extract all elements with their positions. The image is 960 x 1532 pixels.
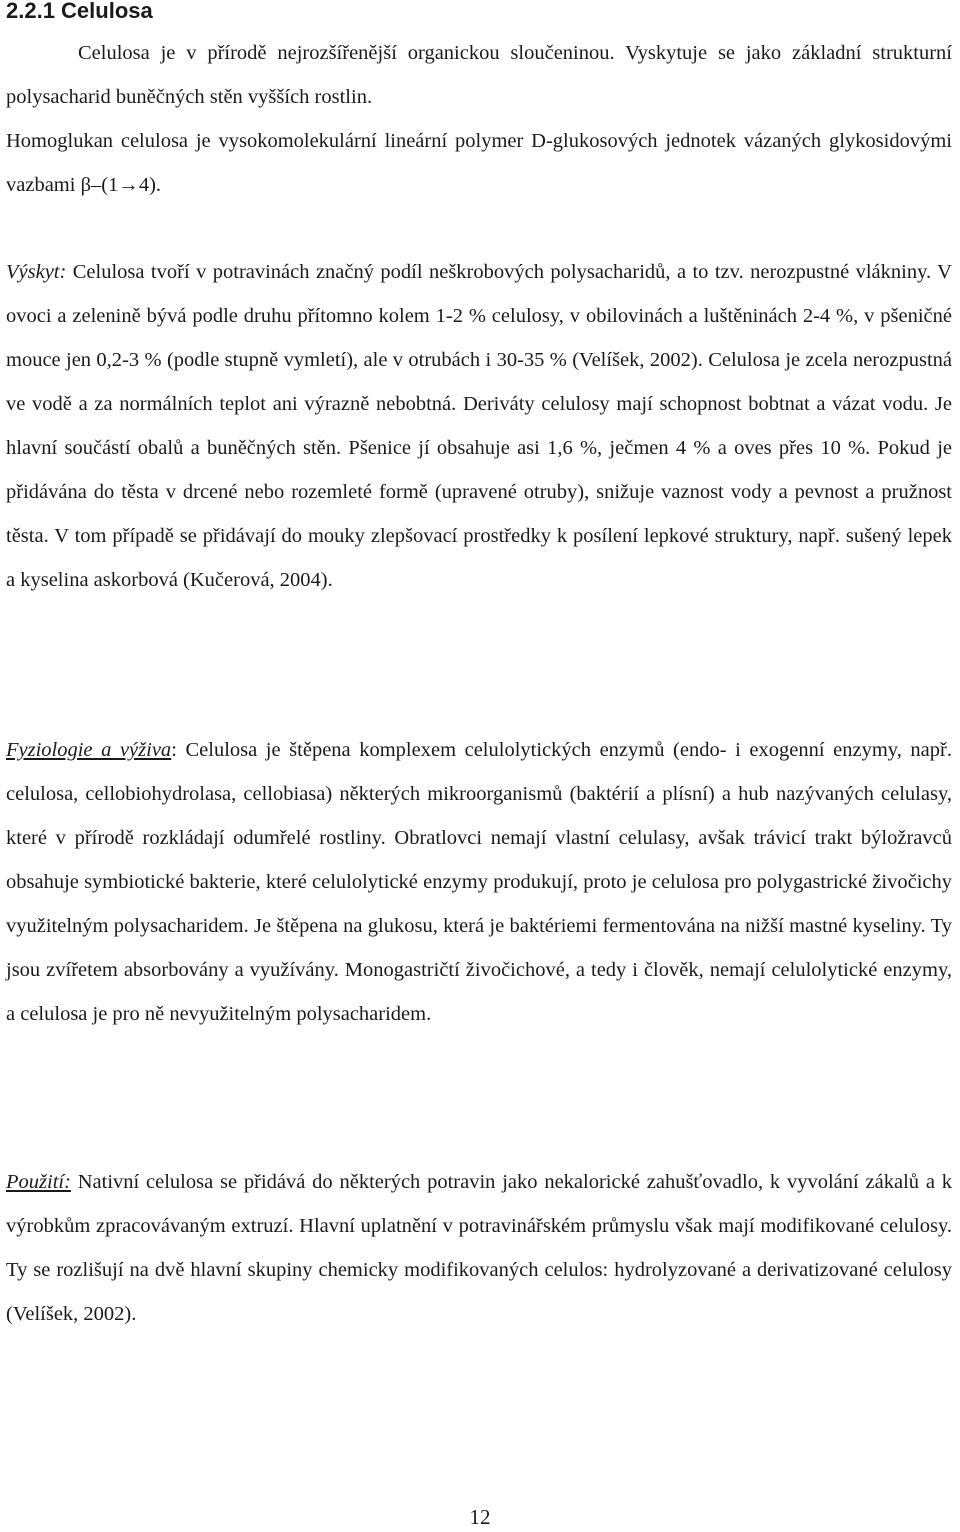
paragraph-text: Celulosa je v přírodě nejrozšířenější organickou sloučeninou. Vyskytuje se jako základní strukturní polysacharid buněčných stěn vyšších rostlin. bbox=[6, 42, 952, 108]
section-heading: 2.2.1 Celulosa bbox=[6, 0, 153, 23]
paragraph-intro bbox=[6, 31, 952, 119]
paragraph-homoglukan bbox=[6, 119, 952, 207]
paragraph-vyskyt bbox=[6, 250, 952, 602]
paragraph-lead-vyskyt: Výskyt: bbox=[6, 261, 67, 283]
page-number: 12 bbox=[469, 1505, 491, 1529]
paragraph-lead-fyziologie: Fyziologie a výživa bbox=[6, 739, 172, 761]
paragraph-text: Homoglukan celulosa je vysokomolekulární lineární polymer D-glukosových jednotek vázaných glykosidovými vazbami β–(1→4). bbox=[6, 130, 952, 196]
paragraph-text: Celulosa tvoří v potravinách značný podíl neškrobových polysacharidů, a to tzv. nerozpustné vlákniny. V ovoci a zelenině bývá podle druhu přítomno kolem 1-2 % celulosy, v obilovinách a luštěninách 2-4 %, v pšeničné mouce jen 0,2-3 % (podle stupně vymletí), ale v otrubách i 30-35 % (Velíšek, 2002). Celulosa je zcela nerozpustná ve vodě a za normálních teplot ani výrazně nebobtná. Deriváty celulosy mají schopnost bobtnat a vázat vodu. Je hlavní součástí obalů a buněčných stěn. Pšenice jí obsahuje asi 1,6 %, ječmen 4 % a oves přes 10 %. Pokud je přidávána do těsta v drcené nebo rozemleté formě (upravené otruby), snižuje vaznost vody a pevnost a pružnost těsta. V tom případě se přidávají do mouky zlepšovací prostředky k posílení lepkové struktury, např. sušený lepek a kyselina askorbová (Kučerová, 2004). bbox=[6, 261, 952, 591]
paragraph-text: Nativní celulosa se přidává do některých potravin jako nekalorické zahušťovadlo, k vyvolání zákalů a k výrobkům zpracovávaným extruzí. Hlavní uplatnění v potravinářském průmyslu však mají modifikované celulosy. Ty se rozlišují na dvě hlavní skupiny chemicky modifikovaných celulos: hydrolyzované a derivatizované celulosy (Velíšek, 2002). bbox=[6, 1171, 952, 1325]
paragraph-pouziti bbox=[6, 1160, 952, 1336]
paragraph-fyziologie bbox=[6, 728, 952, 1036]
paragraph-text: : Celulosa je štěpena komplexem celulolytických enzymů (endo- i exogenní enzymy, např. celulosa, cellobiohydrolasa, cellobiasa) některých mikroorganismů (baktérií a plísní) a hub nazývaných celulasy, které v přírodě rozkládají odumřelé rostliny. Obratlovci nemají vlastní celulasy, avšak trávicí trakt býložravců obsahuje symbiotické bakterie, které celulolytické enzymy produkují, proto je celulosa pro polygastrické živočichy využitelným polysacharidem. Je štěpena na glukosu, která je baktériemi fermentována na nižší mastné kyseliny. Ty jsou zvířetem absorbovány a využívány. Monogastričtí živočichové, a tedy i člověk, nemají celulolytické enzymy, a celulosa je pro ně nevyužitelným polysacharidem. bbox=[6, 739, 952, 1025]
paragraph-lead-pouziti: Použití: bbox=[6, 1171, 71, 1193]
